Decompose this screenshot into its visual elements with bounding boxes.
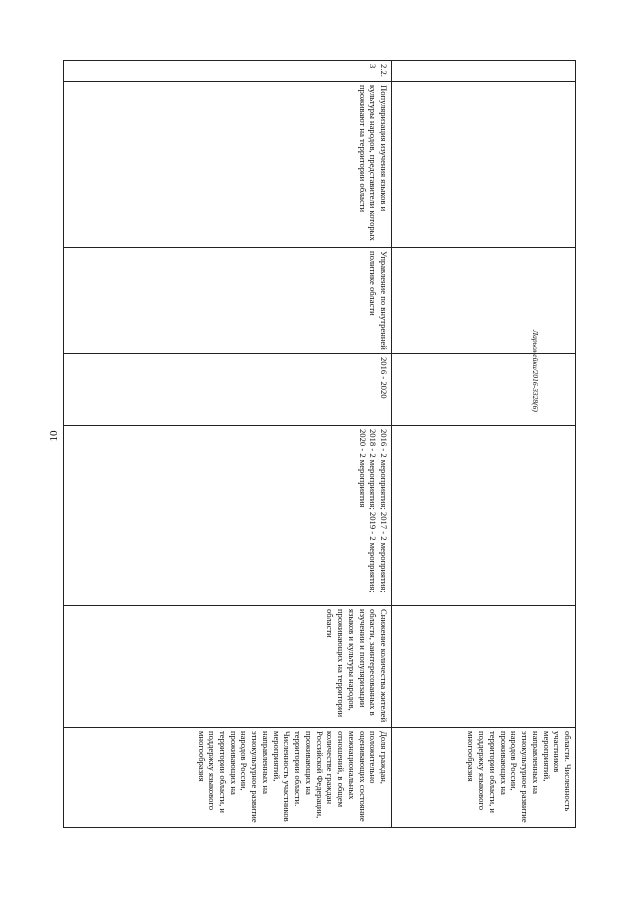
indicators-text: Доля граждан, положительно оценивающих состояние межнациональных отношений, в общем количестве граждан Российской Федерации, проживающих на территории области. Численность участников мероприятий, направленных на этнокультурное развитие народов России, проживающих на территории области, и поддержку языкового многообразия xyxy=(196,731,389,823)
table-cell xyxy=(64,248,392,354)
event-name: Популяризация изучения языков и культуры народов, представители которых проживают на территории области xyxy=(357,85,389,241)
indicators-text: области. Численность участников мероприятий, направленных на этнокультурное развитие народов России, проживающих на территории области, и поддержку языкового многообразия xyxy=(466,731,573,823)
table-cell xyxy=(392,728,576,828)
table-cell xyxy=(64,61,392,82)
table-cell xyxy=(392,606,576,728)
table-cell xyxy=(64,606,392,728)
table-cell xyxy=(64,728,392,828)
table-row xyxy=(64,61,392,828)
table-cell xyxy=(392,248,576,354)
page-number: 10 xyxy=(48,430,60,442)
table-cell xyxy=(64,82,392,248)
rotated-table-page xyxy=(64,60,576,827)
table-cell xyxy=(392,354,576,426)
footer-document-code: Ларьомейки/2016-3328(6) xyxy=(531,330,540,412)
table-cell xyxy=(64,354,392,426)
table-cell xyxy=(392,426,576,606)
program-table xyxy=(63,60,576,828)
period: 2016 - 2020 xyxy=(379,357,389,399)
table-cell xyxy=(64,426,392,606)
table-cell xyxy=(392,82,576,248)
row-number: 2.2.3 xyxy=(368,64,389,77)
risk-text: Снижение количества жителей области, заинтересованных в изучении и популяризации языков и культуры народов, проживающих на территории области xyxy=(325,609,389,723)
executor: Управление по внутренней политике области xyxy=(368,251,389,350)
event-counts: 2016 - 2 мероприятия; 2017 - 2 мероприятия; 2018 - 2 мероприятия; 2019 - 2 мероприятия; 2020 - 2 мероприятия xyxy=(357,429,389,593)
table-cell xyxy=(392,61,576,82)
table-row xyxy=(392,61,576,828)
